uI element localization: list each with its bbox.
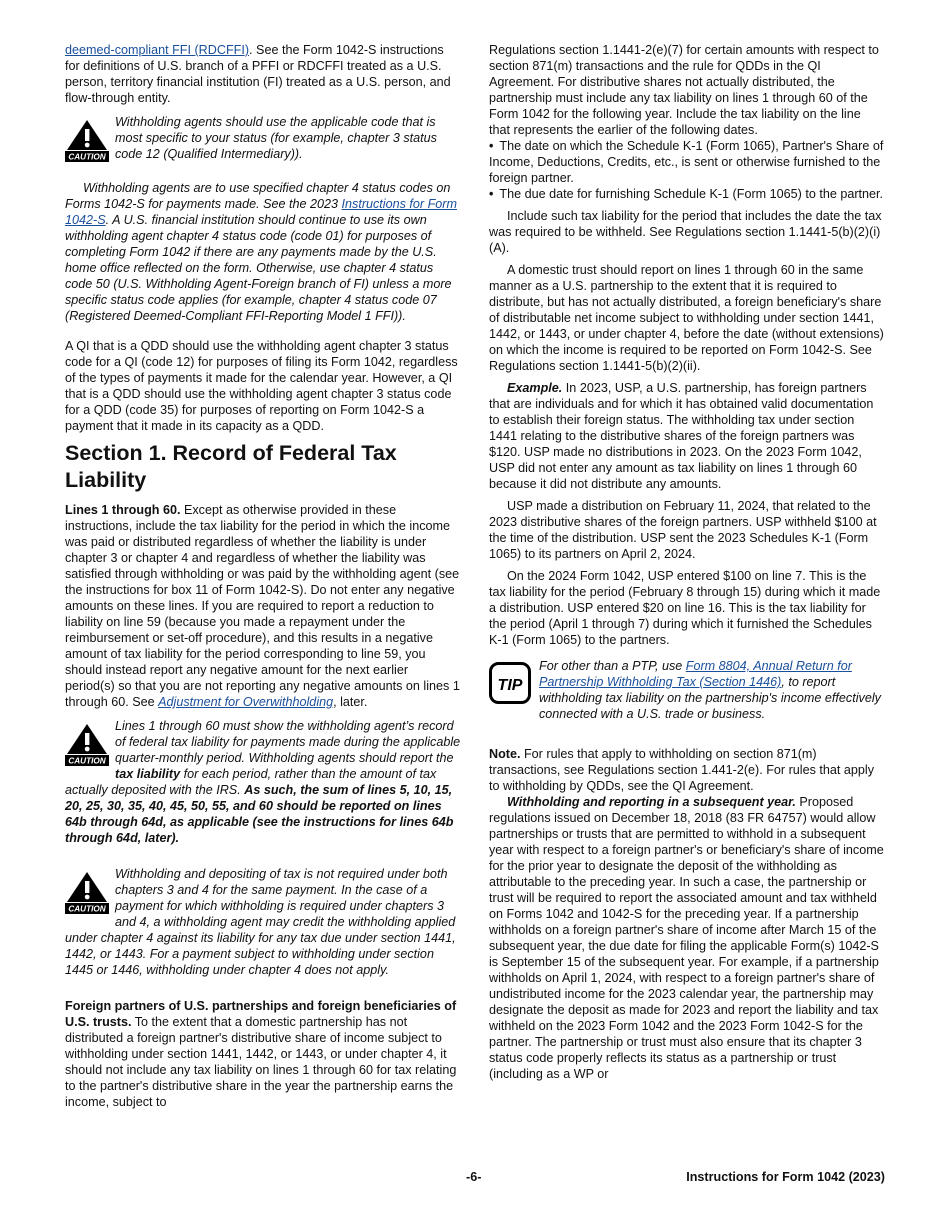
paragraph-usp-distribution: USP made a distribution on February 11, 2024, that related to the 2023 distributive shares of the foreign partners. USP withheld $100 at the time of the distribution. USP sent the 2023 Schedules K-1 (Form 1065) to its partners on April 2, 2024.: [489, 499, 877, 561]
paragraph-ch4-codes: Withholding agents are to use specified chapter 4 status codes on Forms 1042-S for payments made. See the 2023 Instructions for Form 1042-S. A U.S. financial institution should continue to use its own withholding agent chapter 4 status code (code 01) for purposes of completing Form 1042 if there are any payments made by the U.S. home office reflected on the form. Otherwise, use chapter 4 status code 50 (U.S. Withholding Agent-Foreign branch of FI) unless a more specific status code applies (for example, chapter 4 status code 07 (Registered Deemed-Compliant FFI-Reporting Model 1 FFI)).: [65, 181, 457, 323]
paragraph-domestic-trust: A domestic trust should report on lines 1 through 60 in the same manner as a U.S. partnership to the extent that it is required to distribute, but has not actually distributed, a foreign beneficiary's share of distributable net income subject to withholding under section 1441, 1442, or 1443, or under chapter 4, before the date (without extensions) on which the income is required to be reported on Form 1042-S. See Regulations section 1.1441-5(b)(2)(ii).: [489, 263, 884, 373]
paragraph-lines-1-60: Lines 1 through 60. Except as otherwise provided in these instructions, include the tax liability for the period in which the income was paid or distributed regardless of whether the liability is under chapter 3 or chapter 4 and regardless of whether the liability was satisfied through withholding or was paid by the withholding agent (see the instructions for box 11 of Form 1042-S). Do not enter any negative amounts on these lines. If you are required to report a reduction to liability on line 59 (because you made a repayment under the reimbursement or set-off procedure), and this results in a negative amount of tax liability for the period corresponding to line 59, you should instead report any negative amount for the next earlier period(s) so that you are not reporting any negative amounts on lines 1 through 60. See Adjustment for Overwithholding, later.: [65, 503, 460, 709]
left-column: [65, 42, 461, 1116]
section-title: Section 1. Record of Federal Tax Liability: [65, 441, 397, 492]
tip-note: TIP For other than a PTP, use Form 8804, Annual Return for Partnership Withholding Tax (Section 1446), to report withholding tax liability on the partnership's income effectively connected with a U.S. trade or business.: [489, 658, 885, 722]
paragraph-include-liability: Include such tax liability for the period that includes the date the tax was required to be withheld. See Regulations section 1.1441-5(b)(2)(i)(A).: [489, 209, 882, 255]
paragraph-example: Example. In 2023, USP, a U.S. partnership, has foreign partners that are individuals and for which it has obtained valid documentation to establish their foreign status. The withholding tax under section 1441 relating to the distributive shares of the foreign partners was $120. USP made no distributions in 2023. On the 2023 Form 1042, USP did not enter any amount as tax liability on lines 1 through 60 because it did not distribute any amounts.: [489, 381, 874, 491]
link-instructions-1042s[interactable]: Instructions for Form 1042-S: [65, 197, 457, 227]
paragraph-2024-form: On the 2024 Form 1042, USP entered $100 on line 7. This is the tax liability for the period (February 8 through 15) during which it made a distribution. USP entered $20 on line 16. This is the tax liability for the period (April 1 through 7) during which it furnished the Schedules K-1 (Form 1065) to the partners.: [489, 569, 881, 647]
bullet-item-2: • The due date for furnishing Schedule K-1 (Form 1065) to the partner.: [489, 186, 885, 202]
caution-icon: [65, 118, 109, 162]
paragraph-foreign-partners: Foreign partners of U.S. partnerships and foreign beneficiaries of U.S. trusts. To the extent that a domestic partnership has not distributed a foreign partner's distributive share of income subject to withholding under section 1441, 1442, or 1443, or under chapter 4, it should not include any tax liability on lines 1 through 60 for tax relating to the partner's distributive share in the year the partnership earns the income, subject to: [65, 999, 457, 1109]
svg-text:CAUTION: CAUTION: [68, 152, 106, 162]
right-column: [489, 42, 885, 1088]
caution-note-2: CAUTION Lines 1 through 60 must show the withholding agent’s record of federal tax liability for payments made during the applicable quarter-monthly period. Withholding agents should report the tax liability for each period, rather than the amount of tax actually deposited with the IRS. As such, the sum of lines 5, 10, 15, 20, 25, 30, 35, 40, 45, 50, 55, and 60 should be reported on lines 64b through 64d, as applicable (see the instructions for lines 64b through 64d, later).: [65, 719, 461, 845]
caution-note-1: CAUTION Withholding agents should use the applicable code that is most specific to your status (for example, chapter 3 status code 12 (Qualified Intermediary)).: [65, 114, 461, 166]
link-adjustment-overwithholding[interactable]: Adjustment for Overwithholding: [158, 695, 334, 709]
svg-text:TIP: TIP: [497, 677, 523, 694]
paragraph-rdcffi: deemed-compliant FFI (RDCFFI). See the Form 1042-S instructions for definitions of U.S. branch of a PFFI or RDCFFI treated as a U.S. person, territory financial institution (FI) treated as a U.S. person, and flow-through entity.: [65, 43, 451, 105]
svg-text:CAUTION: CAUTION: [68, 904, 106, 914]
bullet-item-1: • The date on which the Schedule K-1 (Form 1065), Partner's Share of Income, Deductions, Credits, etc., is sent or otherwise furnished to the foreign partner.: [489, 138, 885, 186]
caution-icon: [65, 870, 109, 914]
link-form-8804[interactable]: Form 8804, Annual Return for Partnership Withholding Tax (Section 1446): [539, 659, 852, 689]
footer-title: Instructions for Form 1042 (2023): [686, 1170, 885, 1184]
paragraph-qdd: A QI that is a QDD should use the withholding agent chapter 3 status code for a QI (code 12) for purposes of filing its Form 1042, regardless of the types of payments it made for the calendar year. However, a QI that is a QDD should use the withholding agent chapter 3 status code for a QDD (code 35) for purposes of reporting on Form 1042-S a payment that it made in its capacity as a QDD.: [65, 339, 458, 433]
page-number: -6-: [466, 1170, 482, 1184]
caution-note-3: CAUTION Withholding and depositing of tax is not required under both chapters 3 and 4 for the same payment. In the case of a payment for which withholding is required under chapters 3 and 4, a withholding agent may credit the withholding applied under chapter 4 against its liability for any tax due under section 1441, 1442, or 1443. For a payment subject to withholding under section 1445 or 1446, withholding under chapter 4 does not apply.: [65, 867, 456, 977]
paragraph-subsequent-year: Withholding and reporting in a subsequent year. Proposed regulations issued on December 18, 2018 (83 FR 64757) would allow partnerships or trusts that are permitted to withhold in a subsequent year with respect to a foreign partner's or beneficiary's share of income for the prior year to designate the deposit of the withholding as attributable to the preceding year. In such a case, the partnership or trust will be required to report the associated amount and tax withheld on Forms 1042 and 1042-S for the preceding year. If a partnership withholds on a foreign partner's share of income after March 15 of the subsequent year, the due date for filing the applicable Form(s) 1042-S is September 15 of the subsequent year. For example, if a partnership withholds on April 1, 2024, with respect to a foreign partner's share of undistributed income for the 2023 calendar year, the partnership may designate the deposit as made for 2023 and report the liability and tax withheld on the 2023 Form 1042 and the 2023 Form 1042-S for the partner. The partnership or trust must also ensure that its chapter 3 status code properly reflects its status as a partnership or trust (including as a WP or: [489, 795, 884, 1081]
link-rdcffi[interactable]: deemed-compliant FFI (RDCFFI): [65, 43, 250, 57]
paragraph-regulations: Regulations section 1.1441-2(e)(7) for certain amounts with respect to section 871(m) transactions and the rule for QDDs in the QI Agreement. For distributive shares not actually distributed, the partnership must include any tax liability on lines 1 through 60 of the Form 1042 for the following year. Include the tax liability on the line that represents the earlier of the following dates.: [489, 43, 879, 137]
caution-icon: [65, 722, 109, 766]
tip-icon: [489, 662, 531, 706]
svg-text:CAUTION: CAUTION: [68, 756, 106, 766]
paragraph-note: Note. For rules that apply to withholding on section 871(m) transactions, see Regulations section 1.441-2(e). For rules that apply to withholding by QDDs, see the QI Agreement.: [489, 747, 875, 793]
